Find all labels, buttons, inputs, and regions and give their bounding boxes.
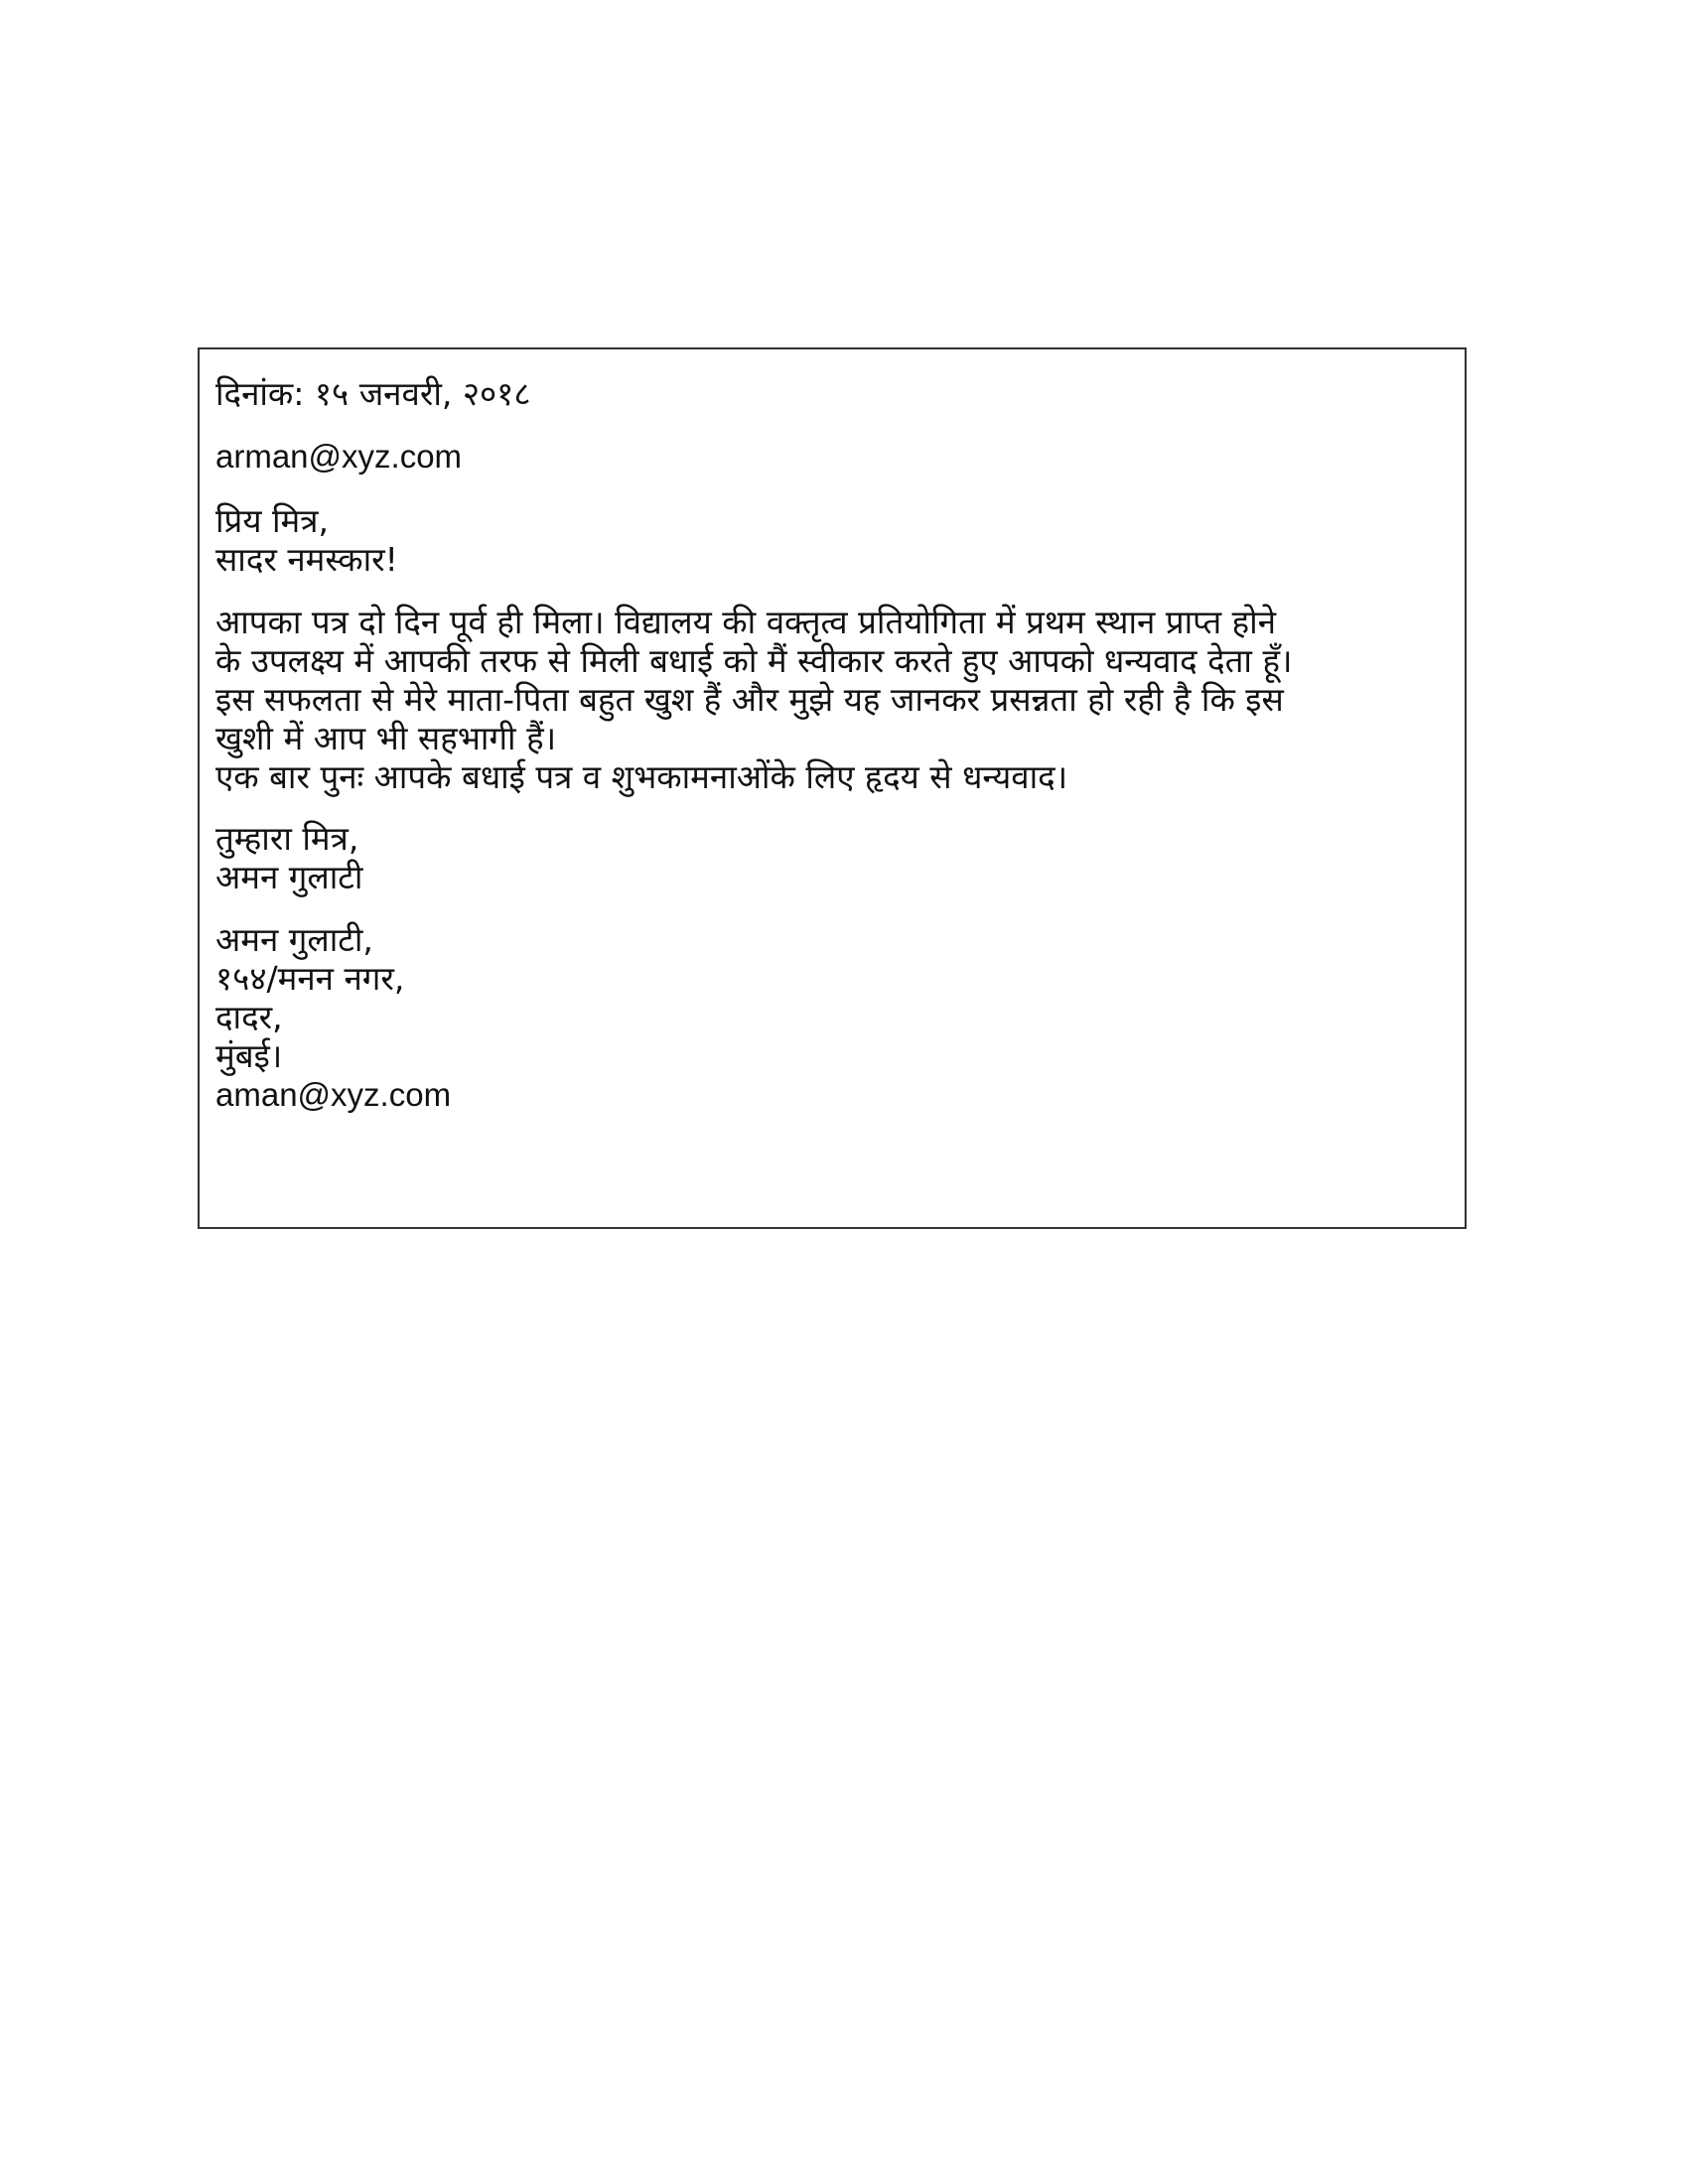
body-line: आपका पत्र दो दिन पूर्व ही मिला। विद्यालय की वक्तृत्व प्रतियोगिता में प्रथम स्थान प्राप्त होने [215,602,1277,641]
letter-box [198,347,1467,1229]
address-name: अमन गुलाटी, [215,920,373,960]
greeting-block [215,502,1447,580]
signoff-block [215,820,1447,897]
sender-address [215,921,1447,1115]
body-line: के उपलक्ष्य में आपकी तरफ से मिली बधाई को मैं स्वीकार करते हुए आपको धन्यवाद देता हूँ। [215,640,1293,680]
greeting-line: सादर नमस्कार! [215,539,398,579]
letter-date: दिनांक: १५ जनवरी, २०१८ [215,374,531,413]
salutation: प्रिय मित्र, [215,500,329,540]
sender-email: arman@xyz.com [215,437,463,475]
body-line: खुशी में आप भी सहभागी हैं। [215,718,557,757]
letter-body [215,604,1447,797]
address-city: मुंबई। [215,1036,283,1076]
body-line: इस सफलता से मेरे माता-पिता बहुत खुश हैं और मुझे यह जानकर प्रसन्नता हो रही है कि इस [215,679,1284,719]
address-line1: १५४/मनन नगर, [215,959,405,999]
address-email: aman@xyz.com [215,1076,452,1114]
address-line2: दादर, [215,998,283,1037]
signature-name: अमन गुलाटी [215,858,363,897]
closing-line: तुम्हारा मित्र, [215,819,359,859]
body-line: एक बार पुनः आपके बधाई पत्र व शुभकामनाओंके लिए हृदय से धन्यवाद। [215,756,1068,796]
